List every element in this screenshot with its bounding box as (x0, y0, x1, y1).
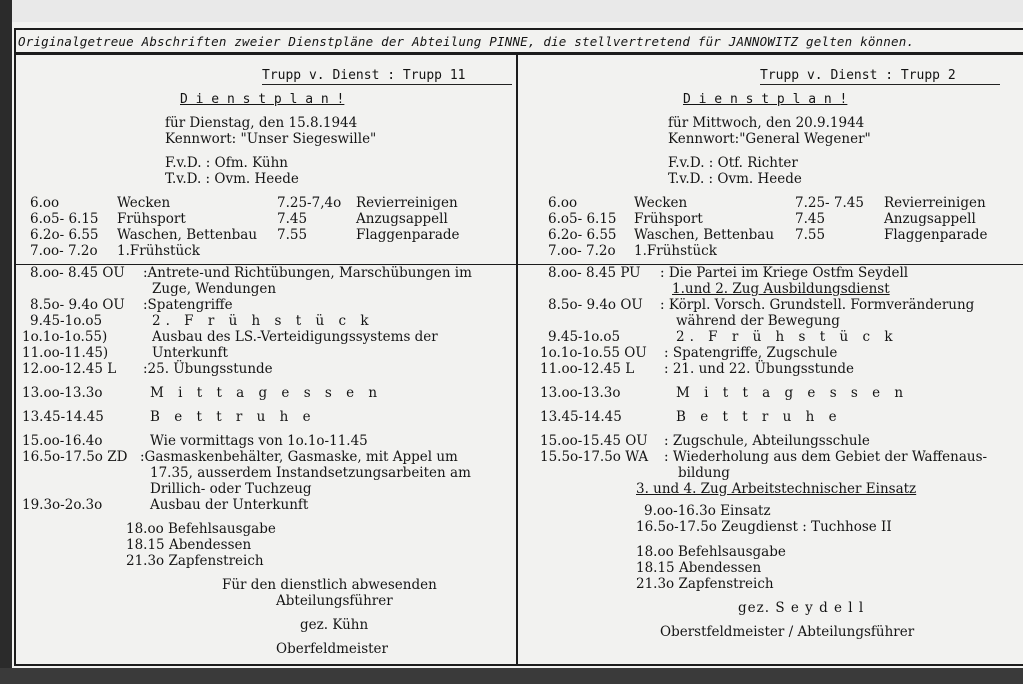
right-row-time: 13.oo-13.3o (540, 385, 621, 401)
left-row-text: :Gasmaskenbehälter, Gasmaske, mit Appel um (140, 449, 458, 465)
left-morning-time: 6.2o- 6.55 (30, 227, 99, 243)
left-row-time: 12.oo-12.45 L (22, 361, 117, 377)
right-morning-time: 6.o5- 6.15 (548, 211, 617, 227)
right-morning-text2: Flaggenparade (884, 227, 988, 243)
right-row-time: 9.45-1o.o5 (548, 329, 621, 345)
right-row-time: 15.5o-17.5o WA (540, 449, 649, 465)
left-morning-time: 6.o5- 6.15 (30, 211, 99, 227)
right-evening-item: 18.15 Abendessen (636, 560, 762, 576)
right-row-text: : Körpl. Vorsch. Grundstell. Formveränderung (660, 297, 975, 313)
left-row-text: :Antrete-und Richtübungen, Marschübungen im (143, 265, 472, 281)
frame-bottom-line (14, 664, 1023, 666)
right-row-time: 8.5o- 9.4o OU (548, 297, 643, 313)
left-morning-text2: Anzugsappell (356, 211, 448, 227)
left-morning-time: 6.oo (30, 195, 60, 211)
left-morning-time2: 7.55 (277, 227, 308, 243)
left-title: D i e n s t p l a n ! (180, 92, 345, 107)
right-morning-time: 6.2o- 6.55 (548, 227, 617, 243)
right-tvd: T.v.D. : Ovm. Heede (668, 171, 802, 187)
left-row-time: 19.3o-2o.3o (22, 497, 103, 513)
left-row-time: 11.oo-11.45) (22, 345, 109, 361)
left-morning-text2: Flaggenparade (356, 227, 460, 243)
right-row-text: 3. und 4. Zug Arbeitstechnischer Einsatz (636, 481, 917, 497)
left-morning-text: Waschen, Bettenbau (117, 227, 258, 243)
right-row-text: : Die Partei im Kriege Ostfm Seydell (660, 265, 909, 281)
right-fvd: F.v.D. : Otf. Richter (668, 155, 798, 171)
right-row-text: M i t t a g e s s e n (676, 385, 909, 401)
left-rank: Oberfeldmeister (276, 641, 389, 657)
left-morning-time2: 7.25-7,4o (277, 195, 342, 211)
left-row-time: 13.oo-13.3o (22, 385, 103, 401)
right-row-text: B e t t r u h e (676, 409, 842, 425)
right-row-text: : Zugschule, Abteilungsschule (664, 433, 870, 449)
left-row-text: Ausbau des LS.-Verteidigungssystems der (152, 329, 438, 345)
right-row-text: während der Bewegung (676, 313, 840, 329)
left-row-text: M i t t a g e s s e n (150, 385, 383, 401)
left-row-time: 1o.1o-1o.55) (22, 329, 108, 345)
left-row-text: B e t t r u h e (150, 409, 316, 425)
frame-top-line (14, 28, 1023, 30)
right-row-text: bildung (678, 465, 730, 481)
heading-divider (14, 52, 1023, 55)
right-row-time: 15.oo-15.45 OU (540, 433, 648, 449)
right-date: für Mittwoch, den 20.9.1944 (668, 115, 865, 131)
left-row-time: 15.oo-16.4o (22, 433, 103, 449)
right-evening-item: 21.3o Zapfenstreich (636, 576, 774, 592)
left-trupp-header: Trupp v. Dienst : Trupp 11 (262, 68, 466, 83)
left-row-text: :Spatengriffe (143, 297, 233, 313)
document-heading: Originalgetreue Abschriften zweier Dienstpläne der Abteilung PINNE, die stellvertretend für JANNOWITZ gelten können. (18, 34, 915, 49)
left-row-time: 8.5o- 9.4o OU (30, 297, 125, 313)
right-morning-time: 7.oo- 7.2o (548, 243, 616, 259)
right-row-time: 13.45-14.45 (540, 409, 622, 425)
right-kennwort: Kennwort:"General Wegener" (668, 131, 871, 147)
right-morning-text2: Anzugsappell (884, 211, 976, 227)
right-row-text: 1.und 2. Zug Ausbildungsdienst (672, 281, 890, 297)
right-morning-text2: Revierreinigen (884, 195, 986, 211)
right-morning-text: Wecken (634, 195, 688, 211)
right-row-text: 16.5o-17.5o Zeugdienst : Tuchhose II (636, 519, 892, 535)
left-date: für Dienstag, den 15.8.1944 (165, 115, 358, 131)
right-trupp-header: Trupp v. Dienst : Trupp 2 (760, 68, 956, 83)
scan-edge-top (0, 0, 1023, 22)
left-evening-item: 21.3o Zapfenstreich (126, 553, 264, 569)
left-row-time: 13.45-14.45 (22, 409, 104, 425)
right-row-text: : Wiederholung aus dem Gebiet der Waffenaus- (664, 449, 988, 465)
right-row-time: 1o.1o-1o.55 OU (540, 345, 647, 361)
left-morning-time: 7.oo- 7.2o (30, 243, 98, 259)
left-row-time: 9.45-1o.o5 (30, 313, 103, 329)
left-fvd: F.v.D. : Ofm. Kühn (165, 155, 288, 171)
right-signed: gez. S e y d e l l (738, 600, 865, 616)
right-morning-time2: 7.45 (795, 211, 826, 227)
right-title: D i e n s t p l a n ! (683, 92, 848, 107)
frame-left-line (14, 28, 16, 666)
left-row-text: 17.35, ausserdem Instandsetzungsarbeiten am (150, 465, 471, 481)
left-row-time: 8.oo- 8.45 OU (30, 265, 125, 281)
left-evening-item: 18.15 Abendessen (126, 537, 252, 553)
left-morning-text2: Revierreinigen (356, 195, 458, 211)
right-morning-text: Frühsport (634, 211, 703, 227)
left-morning-time2: 7.45 (277, 211, 308, 227)
right-morning-text: 1.Frühstück (634, 243, 717, 259)
left-row-text: 2. F r ü h s t ü c k (152, 313, 374, 329)
left-sign-line1: Für den dienstlich abwesenden (222, 577, 437, 593)
right-row-text: 9.oo-16.3o Einsatz (644, 503, 771, 519)
left-row-text: Wie vormittags von 1o.1o-11.45 (150, 433, 368, 449)
left-kennwort: Kennwort: "Unser Siegeswille" (165, 131, 377, 147)
scan-edge-left (0, 0, 12, 684)
left-row-text: :25. Übungsstunde (143, 361, 273, 377)
left-morning-text: 1.Frühstück (117, 243, 200, 259)
right-row-time: 8.oo- 8.45 PU (548, 265, 641, 281)
scan-edge-bottom (0, 668, 1023, 684)
left-signed: gez. Kühn (300, 617, 369, 633)
left-row-text: Ausbau der Unterkunft (150, 497, 309, 513)
right-trupp-underline (760, 84, 1000, 85)
left-morning-text: Wecken (117, 195, 171, 211)
right-evening-item: 18.oo Befehlsausgabe (636, 544, 786, 560)
left-row-text: Unterkunft (152, 345, 228, 361)
right-morning-time: 6.oo (548, 195, 578, 211)
right-row-text: : 21. und 22. Übungsstunde (664, 361, 855, 377)
left-sign-line2: Abteilungsführer (276, 593, 393, 609)
left-tvd: T.v.D. : Ovm. Heede (165, 171, 299, 187)
right-row-text: : Spatengriffe, Zugschule (664, 345, 838, 361)
left-row-text: Drillich- oder Tuchzeug (150, 481, 312, 497)
left-row-time: 16.5o-17.5o ZD (22, 449, 128, 465)
column-divider (516, 55, 518, 666)
left-evening-item: 18.oo Befehlsausgabe (126, 521, 276, 537)
left-row-text: Zuge, Wendungen (152, 281, 277, 297)
right-morning-text: Waschen, Bettenbau (634, 227, 775, 243)
left-morning-text: Frühsport (117, 211, 186, 227)
right-row-time: 11.oo-12.45 L (540, 361, 635, 377)
left-trupp-underline (262, 84, 512, 85)
right-morning-time2: 7.55 (795, 227, 826, 243)
right-row-text: 2. F r ü h s t ü c k (676, 329, 898, 345)
right-morning-time2: 7.25- 7.45 (795, 195, 864, 211)
right-rank: Oberstfeldmeister / Abteilungsführer (660, 624, 915, 640)
